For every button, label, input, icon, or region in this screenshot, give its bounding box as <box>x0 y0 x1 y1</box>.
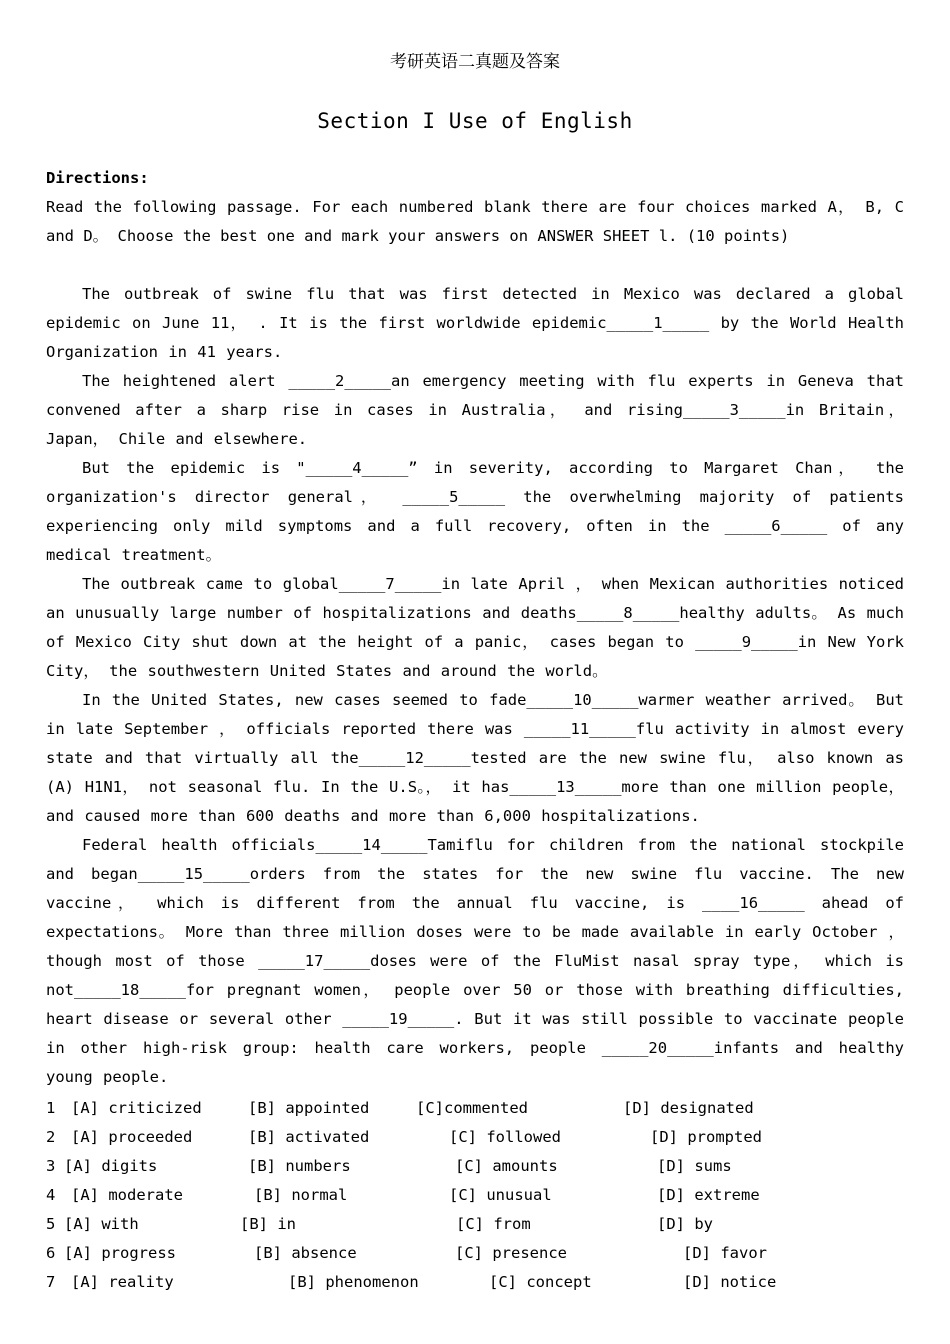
passage-paragraph-2: The heightened alert _____2_____an emergency meeting with flu experts in Geneva that convened after a sharp rise in cases in Australia， and rising_____3_____in Britain， Japan， Chile and elsewhere. <box>46 372 904 448</box>
directions-block <box>46 164 904 251</box>
option-c: [C]commented <box>416 1099 528 1117</box>
passage-paragraph-5: In the United States, new cases seemed to fade_____10_____warmer weather arrived。 But in late September ， officials reported there was _____11_____flu activity in almost every state and that virtually all the_____12_____tested are the new swine flu， also known as (A) H1N1， not seasonal flu. In the U.S。， it has_____13_____more than one million people， and caused more than 600 deaths and more than 6,000 hospitalizations. <box>46 691 904 825</box>
option-row-2 <box>46 1123 904 1152</box>
option-c: [C] presence <box>455 1244 567 1262</box>
option-b: [B] appointed <box>248 1099 370 1117</box>
passage <box>46 280 904 1092</box>
option-d: [D] by <box>657 1215 713 1233</box>
option-b: [B] normal <box>254 1186 348 1204</box>
option-a: [A] moderate <box>71 1186 183 1204</box>
directions-label: Directions: <box>46 169 149 187</box>
option-b: [B] numbers <box>248 1157 351 1175</box>
option-c: [C] followed <box>449 1128 561 1146</box>
question-number: 6 <box>46 1244 56 1262</box>
option-c: [C] concept <box>489 1273 592 1291</box>
option-a: [A] with <box>64 1215 139 1233</box>
option-row-3 <box>46 1152 904 1181</box>
option-d: [D] notice <box>683 1273 777 1291</box>
option-row-7 <box>46 1268 904 1297</box>
question-number: 7 <box>46 1273 56 1291</box>
passage-paragraph-3: But the epidemic is "_____4_____” in severity, according to Margaret Chan， the organization's director general， _____5_____ the overwhelming majority of patients experiencing only mild symptoms and a full recovery, often in the _____6_____ of any medical treatment。 <box>46 459 904 564</box>
option-c: [C] amounts <box>455 1157 558 1175</box>
option-d: [D] prompted <box>650 1128 762 1146</box>
option-b: [B] in <box>240 1215 296 1233</box>
option-a: [A] reality <box>71 1273 174 1291</box>
option-c: [C] from <box>456 1215 531 1233</box>
passage-paragraph-1: The outbreak of swine flu that was first detected in Mexico was declared a global epidemic on June 11， . It is the first worldwide epidemic_____1_____ by the World Health Organization in 41 years. <box>46 285 904 361</box>
option-b: [B] activated <box>248 1128 370 1146</box>
option-a: [A] progress <box>64 1244 176 1262</box>
question-number: 4 <box>46 1186 56 1204</box>
passage-paragraph-4: The outbreak came to global_____7_____in late April ， when Mexican authorities noticed an unusually large number of hospitalizations and deaths_____8_____healthy adults。 As much of Mexico City shut down at the height of a panic， cases began to _____9_____in New York City， the southwestern United States and around the world。 <box>46 575 904 680</box>
section-title: Section I Use of English <box>317 109 633 133</box>
option-a: [A] criticized <box>71 1099 202 1117</box>
document-header-title: 考研英语二真题及答案 <box>390 52 560 72</box>
answer-options <box>46 1094 904 1297</box>
question-number: 2 <box>46 1128 56 1146</box>
option-a: [A] digits <box>64 1157 158 1175</box>
option-d: [D] extreme <box>657 1186 760 1204</box>
option-b: [B] phenomenon <box>288 1273 419 1291</box>
option-a: [A] proceeded <box>71 1128 193 1146</box>
question-number: 3 <box>46 1157 56 1175</box>
option-c: [C] unusual <box>449 1186 552 1204</box>
option-d: [D] designated <box>623 1099 754 1117</box>
option-b: [B] absence <box>254 1244 357 1262</box>
option-row-1 <box>46 1094 904 1123</box>
passage-paragraph-6: Federal health officials_____14_____Tamiflu for children from the national stockpile and began_____15_____orders from the states for the new swine flu vaccine. The new vaccine， which is different from the annual flu vaccine, is ____16_____ ahead of expectations。 More than three million doses were to be made available in early October ， though most of those _____17_____doses were of the FluMist nasal spray type， which is not_____18_____for pregnant women， people over 50 or those with breathing difficulties, heart disease or several other _____19_____. But it was still possible to vaccinate people in other high-risk group: health care workers, people _____20_____infants and healthy young people. <box>46 836 904 1086</box>
option-row-6 <box>46 1239 904 1268</box>
option-d: [D] sums <box>657 1157 732 1175</box>
option-d: [D] favor <box>683 1244 767 1262</box>
option-row-4 <box>46 1181 904 1210</box>
option-row-5 <box>46 1210 904 1239</box>
question-number: 1 <box>46 1099 56 1117</box>
question-number: 5 <box>46 1215 56 1233</box>
directions-text: Read the following passage. For each numbered blank there are four choices marked A， B, C and D。 Choose the best one and mark your answers on ANSWER SHEET l. (10 points) <box>46 198 904 245</box>
